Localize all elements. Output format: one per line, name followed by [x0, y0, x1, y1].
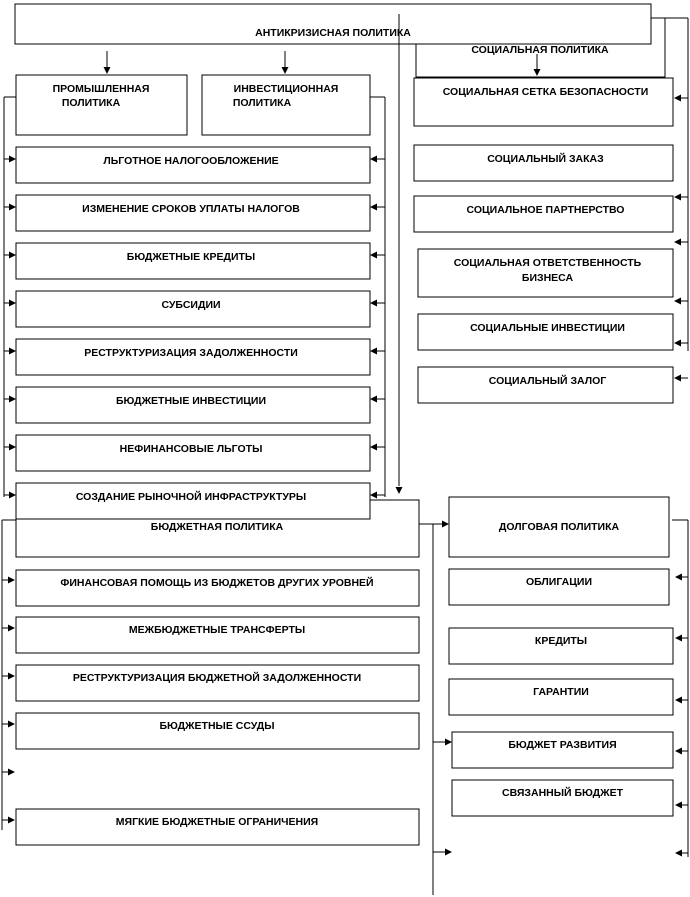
root-title: АНТИКРИЗИСНАЯ ПОЛИТИКА — [255, 27, 411, 39]
measure-right-arrowhead-icon — [370, 492, 377, 499]
measure-label-1: ЛЬГОТНОЕ НАЛОГООБЛОЖЕНИЕ — [103, 155, 279, 167]
root-to-investment-arrowhead-icon — [282, 67, 289, 74]
social-title: СОЦИАЛЬНАЯ ПОЛИТИКА — [471, 44, 609, 56]
debt-left-arrowhead-icon-1 — [445, 739, 452, 746]
measure-left-arrowhead-icon — [9, 300, 16, 307]
social-item-label-5: СОЦИАЛЬНЫЕ ИНВЕСТИЦИИ — [470, 322, 625, 334]
budget-item-label-2: МЕЖБЮДЖЕТНЫЕ ТРАНСФЕРТЫ — [128, 624, 306, 636]
social-item-label-2: СОЦИАЛЬНЫЙ ЗАКАЗ — [487, 153, 604, 165]
measure-right-arrowhead-icon — [370, 348, 377, 355]
budget-arrowhead-icon-6 — [8, 817, 15, 824]
debt-right-arrowhead-icon-6 — [675, 850, 682, 857]
measure-label-3: БЮДЖЕТНЫЕ КРЕДИТЫ — [126, 251, 256, 263]
measure-left-arrowhead-icon — [9, 204, 16, 211]
measure-right-arrowhead-icon — [370, 396, 377, 403]
social-arrowhead-icon-6 — [674, 375, 681, 382]
social-arrowhead-icon-3 — [674, 239, 681, 246]
center-to-budget-arrowhead-icon — [396, 487, 403, 494]
measure-label-6: БЮДЖЕТНЫЕ ИНВЕСТИЦИИ — [115, 395, 267, 407]
measure-right-arrowhead-icon — [370, 156, 377, 163]
budget-arrowhead-icon-5 — [8, 769, 15, 776]
debt-right-arrowhead-icon-1 — [675, 574, 682, 581]
measure-label-4: СУБСИДИИ — [161, 299, 221, 311]
debt-item-label-1: ОБЛИГАЦИИ — [525, 576, 593, 588]
budget-to-debt-arrowhead-icon — [442, 521, 449, 528]
debt-item-label-4: БЮДЖЕТ РАЗВИТИЯ — [508, 739, 617, 751]
measure-left-arrowhead-icon — [9, 492, 16, 499]
budget-arrowhead-icon-2 — [8, 625, 15, 632]
investment-policy-line1: ИНВЕСТИЦИОННАЯ — [233, 83, 339, 95]
budget-arrowhead-icon-4 — [8, 721, 15, 728]
debt-right-arrowhead-icon-5 — [675, 802, 682, 809]
measure-left-arrowhead-icon — [9, 156, 16, 163]
measure-left-arrowhead-icon — [9, 444, 16, 451]
budget-item-label-3: РЕСТРУКТУРИЗАЦИЯ БЮДЖЕТНОЙ ЗАДОЛЖЕННОСТИ — [72, 672, 362, 684]
social-arrowhead-icon-4 — [674, 298, 681, 305]
social-arrowhead-icon-5 — [674, 340, 681, 347]
social-item-label-4-line1: СОЦИАЛЬНАЯ ОТВЕТСТВЕННОСТЬ — [453, 257, 642, 269]
debt-item-label-5: СВЯЗАННЫЙ БЮДЖЕТ — [501, 787, 624, 799]
debt-right-arrowhead-icon-4 — [675, 748, 682, 755]
debt-left-arrowhead-icon-2 — [445, 849, 452, 856]
industrial-policy-line1: ПРОМЫШЛЕННАЯ — [52, 83, 150, 95]
measure-right-arrowhead-icon — [370, 204, 377, 211]
measure-right-arrowhead-icon — [370, 252, 377, 259]
budget-item-label-1: ФИНАНСОВАЯ ПОМОЩЬ ИЗ БЮДЖЕТОВ ДРУГИХ УРОВНЕЙ — [60, 577, 374, 589]
investment-policy-line2: ПОЛИТИКА — [232, 97, 292, 109]
measure-left-arrowhead-icon — [9, 396, 16, 403]
social-item-label-1: СОЦИАЛЬНАЯ СЕТКА БЕЗОПАСНОСТИ — [442, 86, 649, 98]
budget-arrowhead-icon-3 — [8, 673, 15, 680]
social-item-label-4-line2: БИЗНЕСА — [521, 272, 574, 284]
root-to-industrial-arrowhead-icon — [104, 67, 111, 74]
budget-arrowhead-icon-1 — [8, 577, 15, 584]
measure-left-arrowhead-icon — [9, 252, 16, 259]
debt-item-label-2: КРЕДИТЫ — [534, 635, 588, 647]
social-title-arrowhead-icon — [534, 69, 541, 76]
social-item-label-6: СОЦИАЛЬНЫЙ ЗАЛОГ — [488, 375, 607, 387]
social-item-label-3: СОЦИАЛЬНОЕ ПАРТНЕРСТВО — [466, 204, 625, 216]
measure-right-arrowhead-icon — [370, 300, 377, 307]
debt-right-arrowhead-icon-3 — [675, 697, 682, 704]
debt-item-label-3: ГАРАНТИИ — [533, 686, 589, 698]
budget-item-label-5: МЯГКИЕ БЮДЖЕТНЫЕ ОГРАНИЧЕНИЯ — [115, 816, 319, 828]
measure-left-arrowhead-icon — [9, 348, 16, 355]
budget-title: БЮДЖЕТНАЯ ПОЛИТИКА — [150, 521, 284, 533]
debt-title: ДОЛГОВАЯ ПОЛИТИКА — [498, 521, 620, 533]
social-arrowhead-icon-1 — [674, 95, 681, 102]
measure-right-arrowhead-icon — [370, 444, 377, 451]
social-arrowhead-icon-2 — [674, 194, 681, 201]
measure-label-8: СОЗДАНИЕ РЫНОЧНОЙ ИНФРАСТРУКТУРЫ — [75, 491, 307, 503]
measure-label-2: ИЗМЕНЕНИЕ СРОКОВ УПЛАТЫ НАЛОГОВ — [82, 203, 300, 215]
budget-item-label-4: БЮДЖЕТНЫЕ ССУДЫ — [159, 720, 275, 732]
measure-label-7: НЕФИНАНСОВЫЕ ЛЬГОТЫ — [119, 443, 263, 455]
industrial-policy-line2: ПОЛИТИКА — [61, 97, 121, 109]
measure-label-5: РЕСТРУКТУРИЗАЦИЯ ЗАДОЛЖЕННОСТИ — [84, 347, 298, 359]
debt-right-arrowhead-icon-2 — [675, 635, 682, 642]
